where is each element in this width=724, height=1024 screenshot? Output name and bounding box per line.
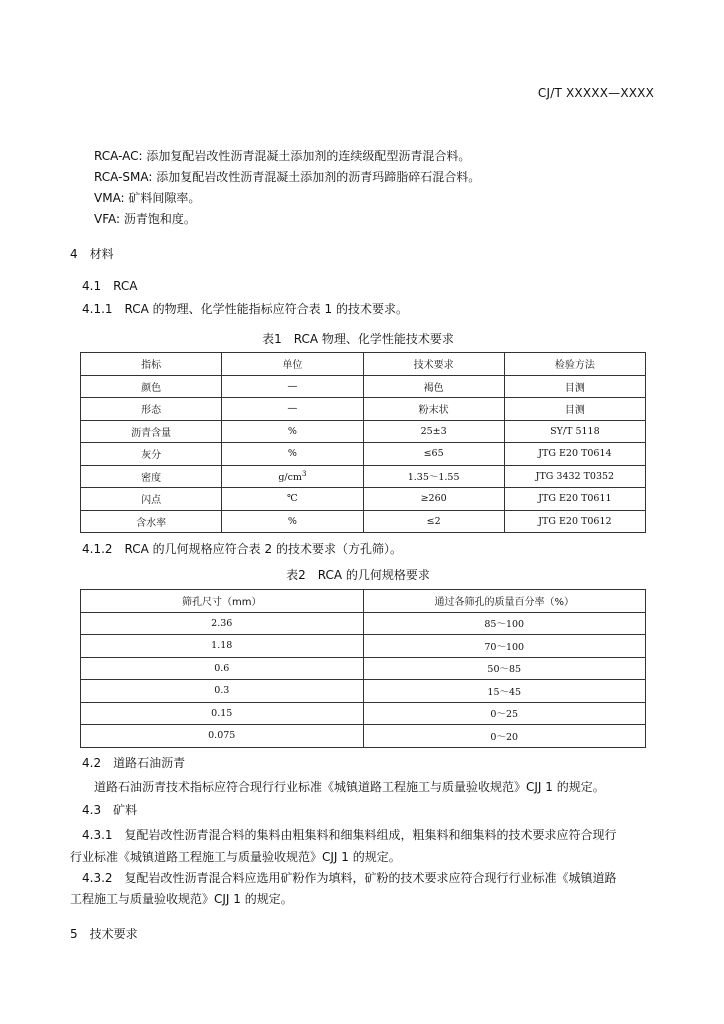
table-cell: ≤65 [363,443,504,466]
section-4-3-2-line-1: 4.3.2 复配岩改性沥青混合料应选用矿粉作为填料，矿粉的技术要求应符合现行行业标准《城镇道路 [82,871,617,885]
section-4-2-text: 道路石油沥青技术指标应符合现行行业标准《城镇道路工程施工与质量验收规范》CJJ 1 的规定。 [94,780,605,794]
section-4-3-1-line-1: 4.3.1 复配岩改性沥青混合料的集料由粗集料和细集料组成，粗集料和细集料的技术要求应符合现行 [82,828,617,842]
table-row [81,465,646,488]
table-cell: 形态 [81,398,222,421]
table-cell: ≥260 [363,488,504,511]
section-4-3-1-line-2: 行业标准《城镇道路工程施工与质量验收规范》CJJ 1 的规定。 [70,850,401,864]
table-cell: 1.18 [81,635,364,658]
table-cell: — [222,398,363,421]
table-1-header-cell: 检验方法 [504,353,645,376]
table-cell: 褐色 [363,375,504,398]
table-cell: 灰分 [81,443,222,466]
section-4-1-1-text: 4.1.1 RCA 的物理、化学性能指标应符合表 1 的技术要求。 [82,302,408,316]
table-cell: SY/T 5118 [504,420,645,443]
table-cell: 2.36 [81,612,364,635]
table-row [81,635,646,658]
table-cell: % [222,510,363,533]
table-1-header-cell: 技术要求 [363,353,504,376]
table-cell: ℃ [222,488,363,511]
table-row [81,612,646,635]
table-2-header-row [81,590,646,613]
table-1-caption: 表1 RCA 物理、化学性能技术要求 [262,332,454,346]
table-2-caption: 表2 RCA 的几何规格要求 [286,568,430,582]
table-1-header-cell: 指标 [81,353,222,376]
document-code-header: CJ/T XXXXX—XXXX [537,86,654,100]
definition-rca-ac: RCA-AC: 添加复配岩改性沥青混凝土添加剂的连续级配型沥青混合料。 [94,149,471,163]
section-4-1-2-text: 4.1.2 RCA 的几何规格应符合表 2 的技术要求（方孔筛）。 [82,542,402,556]
table-cell: JTG 3432 T0352 [504,465,645,488]
table-cell: 粉末状 [363,398,504,421]
table-2-header-cell: 通过各筛孔的质量百分率（%） [363,590,646,613]
table-cell: 含水率 [81,510,222,533]
density-unit-superscript: 3 [301,469,307,478]
table-1-header-cell: 单位 [222,353,363,376]
table-cell: JTG E20 T0611 [504,488,645,511]
table-cell: 0～25 [363,702,646,725]
table-cell: 0.15 [81,702,364,725]
table-cell: 70～100 [363,635,646,658]
table-cell: 50～85 [363,657,646,680]
table-row [81,702,646,725]
table-cell: 0.3 [81,680,364,703]
table-cell: 闪点 [81,488,222,511]
table-cell: 目测 [504,398,645,421]
table-cell: JTG E20 T0614 [504,443,645,466]
table-row [81,488,646,511]
table-cell: 0.075 [81,725,364,748]
table-cell: 密度 [81,465,222,488]
table-cell: 沥青含量 [81,420,222,443]
table-1 [80,352,646,533]
table-cell: 1.35～1.55 [363,465,504,488]
table-cell: 0.6 [81,657,364,680]
table-row [81,398,646,421]
definition-vfa: VFA: 沥青饱和度。 [94,212,196,226]
table-row [81,375,646,398]
table-cell: 0～20 [363,725,646,748]
definition-vma: VMA: 矿料间隙率。 [94,191,201,205]
table-cell: ≤2 [363,510,504,533]
table-cell: 目测 [504,375,645,398]
table-1-header-row [81,353,646,376]
table-2 [80,589,646,748]
section-4-title: 4 材料 [70,247,114,261]
table-cell-density-unit [222,465,363,488]
section-4-3-title: 4.3 矿料 [82,803,138,817]
table-cell: % [222,443,363,466]
table-row [81,443,646,466]
table-cell: JTG E20 T0612 [504,510,645,533]
table-row [81,657,646,680]
table-cell: % [222,420,363,443]
table-cell: 颜色 [81,375,222,398]
section-4-3-2-line-2: 工程施工与质量验收规范》CJJ 1 的规定。 [70,892,293,906]
table-row [81,420,646,443]
table-2-header-cell: 筛孔尺寸（mm） [81,590,364,613]
table-row [81,725,646,748]
table-cell: 15～45 [363,680,646,703]
table-cell: 25±3 [363,420,504,443]
definition-rca-sma: RCA-SMA: 添加复配岩改性沥青混凝土添加剂的沥青玛蹄脂碎石混合料。 [94,170,481,184]
table-cell: — [222,375,363,398]
section-5-title: 5 技术要求 [70,927,138,941]
density-unit-base: g/cm [278,471,302,483]
table-row [81,680,646,703]
section-4-2-title: 4.2 道路石油沥青 [82,756,186,770]
table-row [81,510,646,533]
table-cell: 85～100 [363,612,646,635]
section-4-1-title: 4.1 RCA [82,279,138,293]
